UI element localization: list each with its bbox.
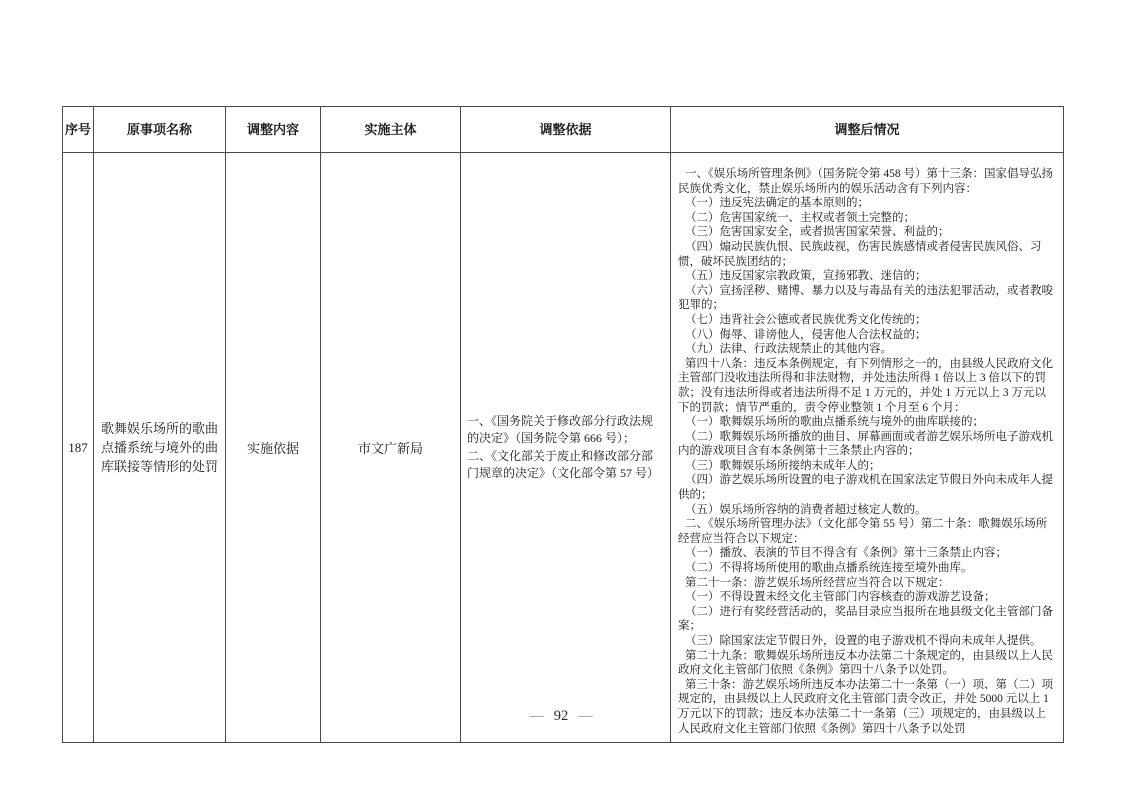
situation-paragraph: （五）娱乐场所容纳的消费者超过核定人数的。 bbox=[685, 503, 927, 516]
cell-serial-number: 187 bbox=[63, 153, 94, 743]
cell-implementing-body: 市文广新局 bbox=[321, 153, 461, 743]
situation-paragraph: （八）侮辱、诽谤他人，侵害他人合法权益的； bbox=[685, 328, 927, 341]
situation-paragraph: 第二十一条：游艺娱乐场所经营应当符合以下规定： bbox=[685, 576, 950, 589]
situation-paragraph: （三）除国家法定节假日外，设置的电子游戏机不得向未成年人提供。 bbox=[685, 635, 1042, 647]
table-header-row bbox=[63, 107, 1064, 153]
table-row bbox=[63, 153, 1064, 743]
situation-paragraph: （四）煽动民族仇恨、民族歧视，伤害民族感情或者侵害民族风俗、习惯，破坏民族团结的； bbox=[678, 240, 1042, 268]
situation-paragraph: （二）不得将场所使用的歌曲点播系统连接至境外曲库。 bbox=[685, 562, 973, 575]
situation-paragraph: （一）歌舞娱乐场所的歌曲点播系统与境外的曲库联接的； bbox=[685, 416, 984, 429]
footer-page-number: 92 bbox=[553, 708, 569, 724]
situation-paragraph: （三）歌舞娱乐场所接纳未成年人的； bbox=[685, 459, 881, 472]
header-adjustment-basis: 调整依据 bbox=[461, 107, 671, 153]
header-original-item-name: 原事项名称 bbox=[94, 107, 226, 153]
cell-post-adjustment-situation bbox=[671, 153, 1064, 743]
cell-adjustment-content: 实施依据 bbox=[226, 153, 321, 743]
situation-paragraph: （六）宣扬淫秽、赌博、暴力以及与毒品有关的违法犯罪活动，或者教唆犯罪的； bbox=[678, 284, 1053, 312]
header-post-adjustment-situation: 调整后情况 bbox=[671, 107, 1064, 153]
situation-paragraph: （四）游艺娱乐场所设置的电子游戏机在国家法定节假日外向未成年人提供的； bbox=[678, 474, 1053, 502]
situation-paragraph: 第三十条：游艺娱乐场所违反本办法第二十一条第（一）项、第（二）项规定的，由县级以上人民政府文化主管部门责令改正，并处 5000 元以上 1 万元以下的罚款；违反本办法第二十一条第（三）项规定的，由县级以上人民政府文化主管部门依照《条例》第四十八条予以处罚 bbox=[678, 678, 1053, 735]
header-serial-number: 序号 bbox=[63, 107, 94, 153]
situation-paragraph: （二）危害国家统一、主权或者领土完整的； bbox=[685, 211, 915, 224]
basis-paragraph: 一、《国务院关于修改部分行政法规的决定》（国务院令第 666 号）； bbox=[467, 413, 654, 446]
situation-paragraph: 第二十九条：歌舞娱乐场所违反本办法第二十条规定的，由县级以上人民政府文化主管部门依照《条例》第四十八条予以处罚。 bbox=[678, 649, 1053, 677]
header-adjustment-content: 调整内容 bbox=[226, 107, 321, 153]
situation-paragraph: （二）歌舞娱乐场所播放的曲目、屏幕画面或者游艺娱乐场所电子游戏机内的游戏项目含有本条例第十三条禁止内容的； bbox=[678, 430, 1053, 458]
situation-paragraph: （七）违背社会公德或者民族优秀文化传统的； bbox=[685, 313, 927, 326]
basis-paragraph: 二、《文化部关于废止和修改部分部门规章的决定》（文化部令第 57 号） bbox=[467, 448, 660, 481]
cell-original-item-name: 歌舞娱乐场所的歌曲点播系统与境外的曲库联接等情形的处罚 bbox=[94, 153, 226, 743]
adjustment-items-table bbox=[62, 106, 1064, 743]
cell-adjustment-basis bbox=[461, 153, 671, 743]
situation-paragraph: （九）法律、行政法规禁止的其他内容。 bbox=[685, 343, 892, 356]
situation-paragraph: （一）播放、表演的节目不得含有《条例》第十三条禁止内容； bbox=[685, 547, 1007, 560]
footer-left-dash: — bbox=[529, 708, 544, 724]
situation-paragraph: 二、《娱乐场所管理办法》（文化部令第 55 号）第二十条：歌舞娱乐场所经营应当符合以下规定： bbox=[678, 518, 1048, 545]
footer-right-dash: — bbox=[578, 708, 593, 724]
header-implementing-body: 实施主体 bbox=[321, 107, 461, 153]
situation-paragraph: 第四十八条：违反本条例规定，有下列情形之一的，由县级人民政府文化主管部门没收违法所得和非法财物，并处违法所得 1 倍以上 3 倍以下的罚款；没有违法所得或者违法所得不足 1 万元的，并处 1 万元以上 3 万元以下的罚款；情节严重的，责令停业整领 1 个月至 6 个月： bbox=[678, 357, 1053, 414]
situation-paragraph: （二）进行有奖经营活动的，奖品目录应当报所在地县级文化主管部门备案； bbox=[678, 605, 1053, 633]
situation-paragraph: （一）不得设置未经文化主管部门内容核查的游戏游艺设备； bbox=[685, 591, 996, 604]
situation-paragraph: 一、《娱乐场所管理条例》（国务院令第 458 号）第十三条：国家倡导弘扬民族优秀文化，禁止娱乐场所内的娱乐活动含有下列内容： bbox=[678, 168, 1053, 195]
page-number-footer bbox=[0, 708, 1122, 725]
situation-paragraph: （三）危害国家安全，或者损害国家荣誉、利益的； bbox=[685, 226, 950, 239]
situation-paragraph: （一）违反宪法确定的基本原则的； bbox=[685, 197, 869, 210]
situation-paragraph: （五）违反国家宗教政策，宣扬邪教、迷信的； bbox=[685, 270, 927, 283]
